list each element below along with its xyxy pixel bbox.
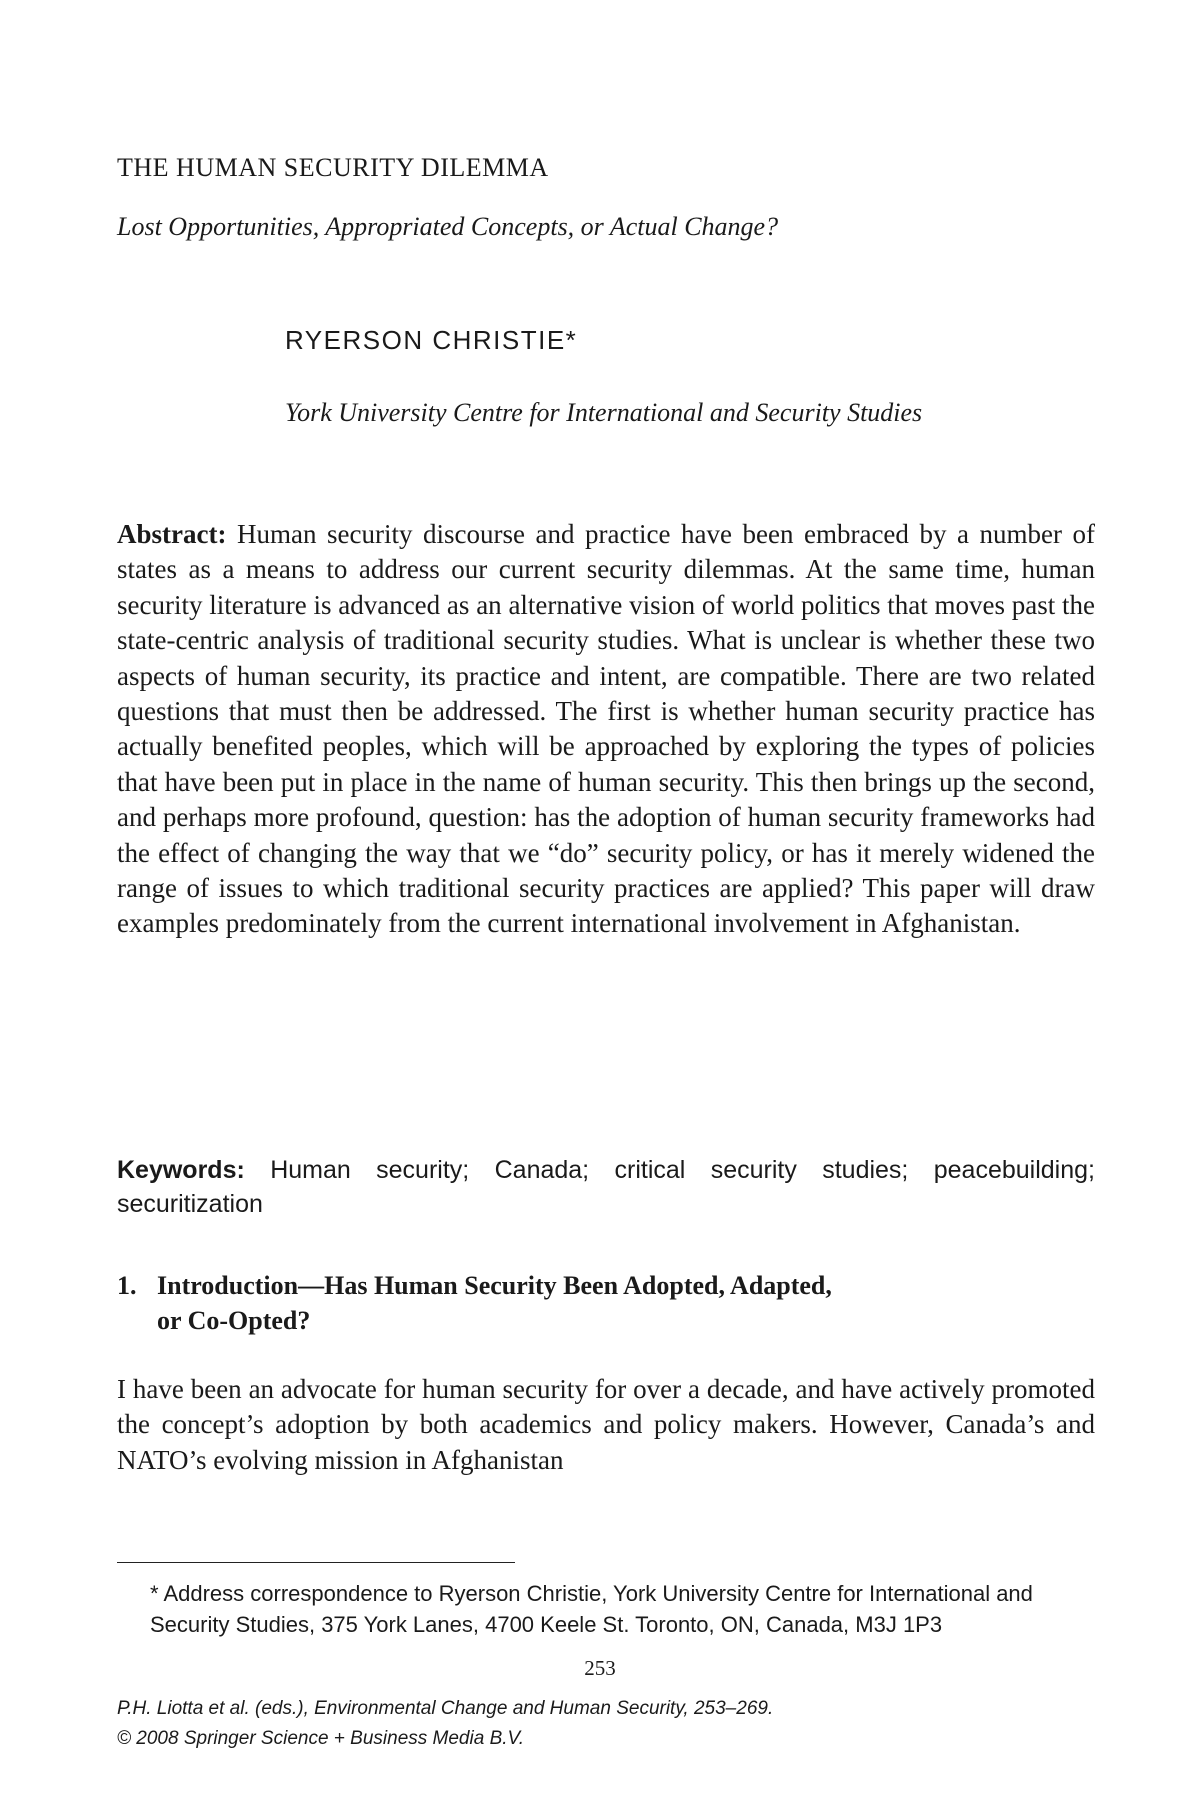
keywords-label: Keywords: xyxy=(117,1156,245,1184)
keywords-text: Human security; Canada; critical security studies; peacebuilding; securitization xyxy=(117,1156,1095,1218)
section-heading xyxy=(117,1268,1017,1338)
footnote: * Address correspondence to Ryerson Christie, York University Centre for International and Security Studies, 375 York Lanes, 4700 Keele St. Toronto, ON, Canada, M3J 1P3 xyxy=(150,1581,1033,1637)
abstract xyxy=(117,517,1095,942)
page-number: 253 xyxy=(584,1656,616,1680)
abstract-text: Human security discourse and practice have been embraced by a number of states as a means to address our current security dilemmas. At the same time, human security literature is advanced as an alternative vision of world politics that moves past the state-centric analysis of traditional security studies. What is unclear is whether these two aspects of human security, its practice and intent, are compatible. There are two related questions that must then be addressed. The first is whether human security practice has actually benefited peoples, which will be approached by exploring the types of policies that have been put in place in the name of human security. This then brings up the second, and perhaps more profound, question: has the adoption of human security frameworks had the effect of changing the way that we “do” security policy, or has it merely widened the range of issues to which traditional security practices are applied? This paper will draw examples predominately from the current international involvement in Afghanistan. xyxy=(117,519,1095,939)
keywords xyxy=(117,1153,1095,1221)
section-title-line1: Introduction—Has Human Security Been Adopted, Adapted, xyxy=(157,1271,832,1300)
citation-line1: P.H. Liotta et al. (eds.), Environmental Change and Human Security, 253–269. xyxy=(117,1698,774,1719)
citation-line2: © 2008 Springer Science + Business Media B.V. xyxy=(117,1728,525,1749)
paper-title: THE HUMAN SECURITY DILEMMA xyxy=(117,153,549,182)
author-name: RYERSON CHRISTIE* xyxy=(285,325,578,355)
abstract-label: Abstract: xyxy=(117,519,227,549)
section-title-line2: or Co-Opted? xyxy=(157,1306,311,1335)
citation xyxy=(117,1694,773,1754)
section-number: 1. xyxy=(117,1271,137,1300)
paper-subtitle: Lost Opportunities, Appropriated Concepts, or Actual Change? xyxy=(117,212,779,241)
author-affiliation: York University Centre for International and Security Studies xyxy=(285,398,923,427)
body-paragraph: I have been an advocate for human security for over a decade, and have actively promoted the concept’s adoption by both academics and policy makers. However, Canada’s and NATO’s evolving mission in Afghanistan xyxy=(117,1374,1095,1475)
footnote-rule xyxy=(117,1562,515,1563)
